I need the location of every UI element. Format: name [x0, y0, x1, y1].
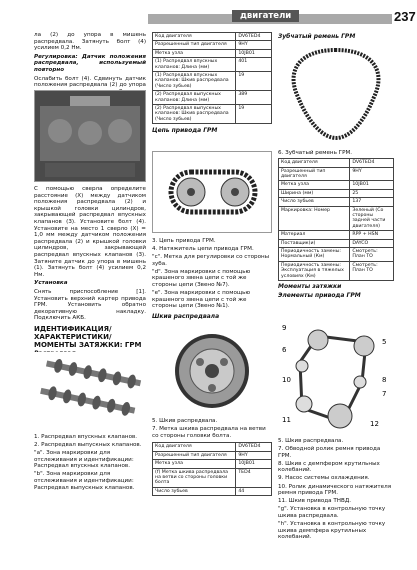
- table-cell: Смотреть: План ТО: [350, 247, 394, 261]
- table-row: [153, 468, 272, 487]
- table-cell: Разрешенный тип двигателя: [279, 167, 350, 181]
- table-cell: TED4: [236, 468, 272, 487]
- pulley-title: Шкив распредвала: [152, 312, 220, 320]
- table-row: [153, 33, 272, 41]
- list-item: 2. Распредвал выпускных клапанов.: [34, 442, 142, 449]
- table-row: [153, 487, 272, 495]
- table-cell: Поставщик(и): [279, 239, 350, 247]
- table-cell: 19: [236, 72, 272, 91]
- belt-title: Зубчатый ремень ГРМ: [278, 33, 356, 40]
- table-cell: 137: [350, 198, 394, 206]
- table-cell: Ширина (мм): [279, 189, 350, 197]
- table-row: [279, 247, 394, 261]
- list-item: "b". Зона маркировки для отслеживания и идентификации: Распредвал выпускных клапанов.: [34, 471, 135, 491]
- elements-figure: [278, 322, 394, 432]
- camshaft-table: [152, 32, 272, 124]
- table-row: [279, 167, 394, 181]
- camshaft-figure: [34, 352, 146, 428]
- table-cell: Метка узла: [153, 49, 236, 57]
- elements-legend: [278, 438, 394, 542]
- engine-photo-drawing: [35, 91, 146, 182]
- table-cell: Код двигателя: [279, 159, 350, 167]
- table-cell: (2) Распредвал выпускных клапанов: Шкив распредвала (Число зубьев): [153, 105, 236, 124]
- table-cell: DV6TED4: [350, 159, 394, 167]
- list-item: 1. Распредвал впускных клапанов.: [34, 434, 138, 440]
- callout-label: 10: [282, 376, 291, 384]
- list-item: "d". Зона маркировки с помощью крашеного звена цепи с той же стороны цепи (Звено №7).: [152, 268, 251, 289]
- belt-caption: 6. Зубчатый ремень ГРМ.: [278, 150, 353, 156]
- table-cell: Код двигателя: [153, 443, 236, 451]
- callout-label: 9: [282, 324, 287, 332]
- callout-label: 11: [282, 416, 291, 424]
- section-title: двигатели: [232, 10, 299, 22]
- table-row: [153, 460, 272, 468]
- page-number: 237: [394, 9, 416, 24]
- callout-label: 7: [382, 390, 387, 398]
- pulley-drawing: [152, 330, 272, 412]
- list-item: "a". Зона маркировки для отслеживания и идентификации: Распредвал впускных клапанов.: [34, 450, 134, 470]
- table-row: [279, 206, 394, 231]
- list-item: 10. Ролик динамического натяжителя ремня привода ГРМ.: [278, 483, 392, 497]
- column-right: [278, 32, 394, 43]
- table-cell: 19: [236, 105, 272, 124]
- regulation-text: Ослабить болт (4). Сдвинуть датчик положения распредвала (2) до упора: [34, 75, 146, 89]
- table-cell: 10JB01: [236, 460, 272, 468]
- table-row: [153, 105, 272, 124]
- table-cell: Разрешенный тип двигателя: [153, 41, 236, 49]
- chain-figure: [152, 151, 272, 233]
- belt-figure: [278, 42, 394, 146]
- list-item: "e". Зона маркировки с помощью крашеного звена цепи с той же стороны цепи (Звено №1).: [152, 290, 251, 310]
- callout-label: 12: [370, 420, 379, 428]
- drill-text: С помощью сверла определите расстояние (X) между датчиком положения распредвала (2) и крышкой головки цилиндров, закрывающей распредвал впускных клапанов (3). Установите болт (4). Установите на место 1 сверло (X) = 1,0 мм между датчиком положения распредвала (2) и крышкой головки цилиндров, закрывающей распредвал впускных клапанов (3). Затяните датчик до упора в мишень (1). Затянуть болт (4) усилием 0,2 Нм.: [34, 186, 146, 278]
- table-cell: Метка узла: [153, 460, 236, 468]
- table-cell: 10JB01: [350, 181, 394, 189]
- chain-drawing: [153, 152, 272, 233]
- table-cell: Маркировка: Номер: [279, 206, 350, 231]
- list-item: 3. Цепь привода ГРМ.: [152, 238, 216, 244]
- pulley-figure: [152, 330, 272, 412]
- table-cell: 401: [236, 58, 272, 72]
- table-row: [279, 189, 394, 197]
- belt-table: [278, 158, 394, 281]
- table-row: [279, 159, 394, 167]
- table-cell: Разрешенный тип двигателя: [153, 451, 236, 459]
- table-cell: Код двигателя: [153, 33, 236, 41]
- table-row: [153, 451, 272, 459]
- column-left-lower: [34, 186, 146, 359]
- table-cell: DV6TED4: [236, 33, 272, 41]
- callout-label: 6: [282, 346, 287, 354]
- table-cell: Смотреть: План ТО: [350, 261, 394, 280]
- install-text: Снять приспособление [1]. Установить верхний картер привода ГРМ. Установить обратно декоративную накладку. Подключить АКБ.: [34, 288, 146, 322]
- pulley-table: [152, 442, 272, 496]
- table-cell: DAYCO: [350, 239, 394, 247]
- table-row: [279, 181, 394, 189]
- table-row: [153, 443, 272, 451]
- callout-label: 8: [382, 376, 387, 384]
- table-cell: 389: [236, 91, 272, 105]
- table-row: [279, 261, 394, 280]
- list-item: 7. Обводной ролик ремня привода ГРМ.: [278, 446, 381, 459]
- camshaft-drawing: [34, 352, 146, 428]
- table-cell: Периодичность замены: Нормальный (Км): [279, 247, 350, 261]
- table-cell: 25: [350, 189, 394, 197]
- table-cell: (f) Метка шкива распредвала на ветви со стороны головки болта: [153, 468, 236, 487]
- table-cell: 9HY: [236, 41, 272, 49]
- table-row: [153, 58, 272, 72]
- table-cell: 10JB01: [236, 49, 272, 57]
- list-item: "h". Установка в контрольную точку шкива демпфера крутильных колебаний.: [278, 521, 386, 541]
- table-cell: Материал: [279, 231, 350, 239]
- table-row: [153, 41, 272, 49]
- pulley-legend: [152, 418, 272, 496]
- table-row: [279, 198, 394, 206]
- list-item: 4. Натяжитель цепи привода ГРМ.: [152, 246, 254, 253]
- chain-legend: [152, 238, 272, 323]
- regulation-title: Регулировка: Датчик положения распредвала, используемый повторно: [34, 53, 146, 73]
- list-item: "c". Метка для регулировки со стороны зуба.: [152, 254, 270, 267]
- table-cell: Зеленый (Со стороны задней части двигателя): [350, 206, 394, 231]
- table-row: [153, 49, 272, 57]
- camshaft-legend: [34, 434, 146, 493]
- column-middle: [152, 32, 272, 137]
- list-item: "g". Установка в контрольную точку шкива распредвала.: [278, 506, 386, 519]
- table-cell: Число зубьев: [279, 198, 350, 206]
- page-header: [0, 0, 417, 26]
- table-cell: 9HY: [350, 167, 394, 181]
- table-row: [153, 91, 272, 105]
- elements-title: Элементы привода ГРМ: [278, 291, 361, 299]
- table-cell: 9HY: [236, 451, 272, 459]
- list-item: 11. Шкив привода ТНВД.: [278, 498, 351, 505]
- elements-drawing: [278, 322, 394, 432]
- table-cell: DV6TED4: [236, 443, 272, 451]
- identification-title: ИДЕНТИФИКАЦИЯ/ХАРАКТЕРИСТИКИ/МОМЕНТЫ ЗАТЯЖКИ: ГРМ: [34, 324, 142, 349]
- list-item: 5. Шкив распредвала.: [278, 438, 344, 444]
- chain-title: Цепь привода ГРМ: [152, 127, 218, 135]
- table-cell: (1) Распредвал впускных клапанов: Шкив распредвала (Число зубьев): [153, 72, 236, 91]
- belt-details: [278, 150, 394, 301]
- table-row: [279, 231, 394, 239]
- torque-title: Моменты затяжки: [278, 283, 342, 290]
- intro-text: ла (2) до упора в мишень распредвала. Затянуть болт (4) усилием 0,2 Нм.: [34, 32, 146, 52]
- table-cell: (1) Распредвал впускных клапанов: Длина (мм): [153, 58, 236, 72]
- table-cell: Метка узла: [279, 181, 350, 189]
- install-title: Установка: [34, 280, 68, 287]
- list-item: 9. Насос системы охлаждения.: [278, 475, 370, 482]
- table-row: [279, 239, 394, 247]
- belt-drawing: [278, 42, 394, 146]
- table-cell: RPP + HSN: [350, 231, 394, 239]
- list-item: 7. Метка шкива распредвала на ветви со стороны головки болта.: [152, 426, 266, 439]
- table-cell: Число зубьев: [153, 487, 236, 495]
- table-cell: Периодичность замены: Эксплуатация в тяжелых условиях (Км): [279, 261, 350, 280]
- table-cell: 44: [236, 487, 272, 495]
- table-cell: (2) Распредвал выпускных клапанов: Длина (мм): [153, 91, 236, 105]
- list-item: 8. Шкив с демпфером крутильных колебаний.: [278, 460, 380, 474]
- engine-photo: [34, 90, 146, 182]
- table-row: [153, 72, 272, 91]
- list-item: 5. Шкив распредвала.: [152, 418, 218, 424]
- callout-label: 5: [382, 338, 387, 346]
